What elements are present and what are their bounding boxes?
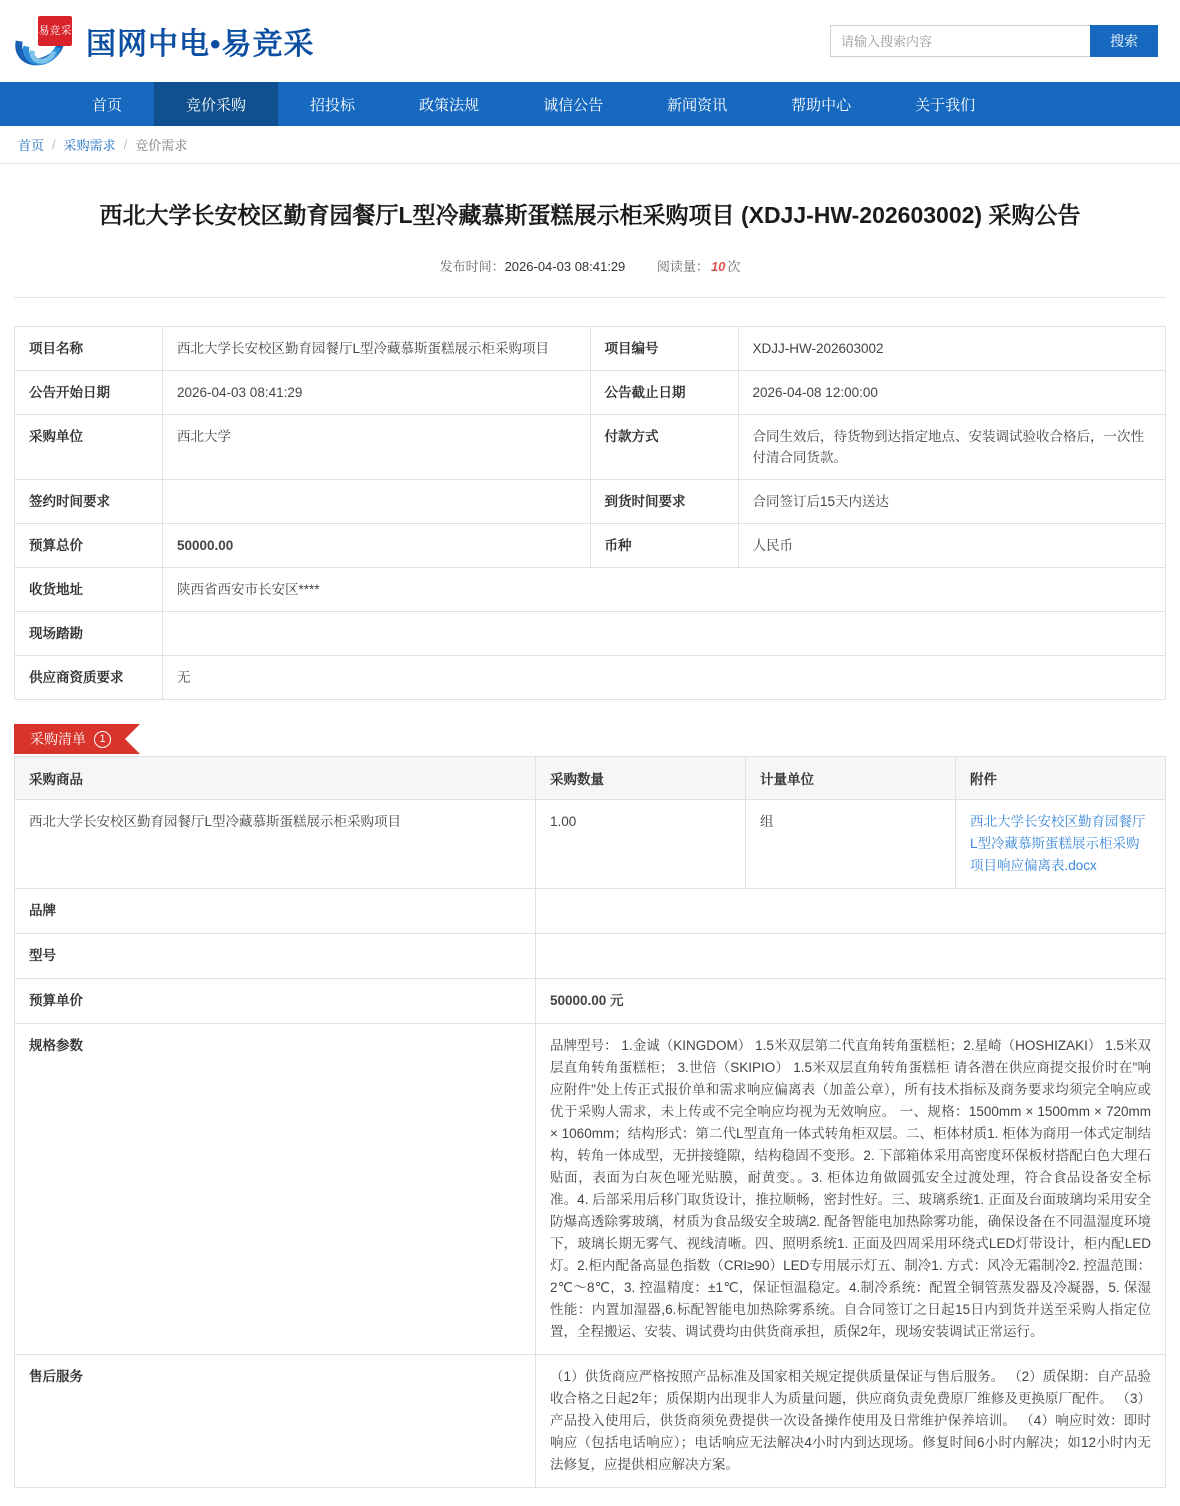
nav-item-home[interactable]: 首页	[92, 96, 123, 114]
site-logo[interactable]	[14, 14, 315, 68]
info-value-project-no: XDJJ-HW-202603002	[738, 327, 1166, 371]
nav-item-help[interactable]: 帮助中心	[791, 96, 852, 114]
goods-attachment-cell	[956, 800, 1166, 889]
breadcrumb-item-home[interactable]: 首页	[18, 138, 45, 153]
views-count: 10	[710, 259, 726, 274]
nav-item-credit-notice[interactable]: 诚信公告	[543, 96, 604, 114]
nav-item-policy[interactable]: 政策法规	[419, 96, 480, 114]
goods-name: 西北大学长安校区勤育园餐厅L型冷藏慕斯蛋糕展示柜采购项目	[15, 800, 536, 889]
purchase-list-ribbon	[14, 724, 125, 754]
detail-label-model: 型号	[15, 934, 536, 979]
info-label-payment: 付款方式	[590, 415, 738, 480]
views-group	[657, 259, 741, 274]
info-value-project-name: 西北大学长安校区勤育园餐厅L型冷藏慕斯蛋糕展示柜采购项目	[163, 327, 591, 371]
breadcrumb-item-purchase-demand[interactable]: 采购需求	[63, 138, 116, 153]
table-row	[15, 524, 1166, 568]
info-label-end-date: 公告截止日期	[590, 371, 738, 415]
table-row	[15, 1024, 1166, 1355]
table-row	[15, 371, 1166, 415]
col-header-attachment: 附件	[956, 757, 1166, 800]
table-row	[15, 415, 1166, 480]
col-header-goods: 采购商品	[15, 757, 536, 800]
detail-label-spec: 规格参数	[15, 1024, 536, 1355]
views-unit: 次	[727, 259, 741, 274]
search-input[interactable]	[830, 25, 1090, 57]
table-row	[15, 1355, 1166, 1488]
article-header	[14, 164, 1166, 298]
info-label-site-survey: 现场踏勘	[15, 612, 163, 656]
breadcrumb-separator-2: /	[123, 137, 128, 152]
info-label-address: 收货地址	[15, 568, 163, 612]
col-header-quantity: 采购数量	[536, 757, 746, 800]
breadcrumb	[0, 126, 1180, 164]
purchase-list-count-badge: 1	[94, 731, 111, 748]
article-meta	[54, 256, 1126, 275]
info-value-start-date: 2026-04-03 08:41:29	[163, 371, 591, 415]
logo-icon	[14, 14, 76, 68]
detail-value-after-sales: （1）供货商应严格按照产品标准及国家相关规定提供质量保证与售后服务。 （2）质保期：自产品验收合格之日起2年；质保期内出现非人为质量问题，供应商负责免费原厂维修及更换原厂配件。 （3）产品投入使用后，供货商须免费提供一次设备操作使用及日常维护保养培训。 （4）响应时效：即时响应（包括电话响应）；电话响应无法解决4小时内到达现场。修复时间6小时内解决；如12小时内无法修复，应提供相应解决方案。	[536, 1355, 1166, 1488]
logo-text: 国网中电•易竞采	[86, 28, 315, 61]
publish-time-label: 发布时间：	[439, 259, 505, 274]
publish-time-group	[440, 259, 629, 274]
info-label-currency: 币种	[590, 524, 738, 568]
info-label-start-date: 公告开始日期	[15, 371, 163, 415]
goods-unit: 组	[746, 800, 956, 889]
detail-label-unit-price: 预算单价	[15, 979, 536, 1024]
publish-time-value: 2026-04-03 08:41:29	[504, 259, 626, 274]
views-label: 阅读量：	[656, 259, 709, 274]
table-row	[15, 889, 1166, 934]
search-button[interactable]: 搜索	[1090, 25, 1158, 57]
table-row	[15, 656, 1166, 700]
info-value-budget-total: 50000.00	[163, 524, 591, 568]
table-row	[15, 480, 1166, 524]
purchase-list-table	[14, 756, 1166, 1488]
detail-value-spec: 品牌型号： 1.金诚（KINGDOM） 1.5米双层第二代直角转角蛋糕柜；2.星崎（HOSHIZAKI） 1.5米双层直角转角蛋糕柜； 3.世倍（SKIPIO） 1.5米双层直角转角蛋糕柜 请各潜在供应商提交报价时在"响应附件"处上传正式报价单和需求响应偏离表（加盖公章），所有技术指标及商务要求均须完全响应或优于采购人需求，未上传或不完全响应均视为无效响应。 一、规格：1500mm × 1500mm × 720mm × 1060mm；结构形式：第二代L型直角一体式转角柜双层。二、柜体材质1. 柜体为商用一体式定制结构，转角一体成型，无拼接缝隙，结构稳固不变形。2. 下部箱体采用高密度环保板材搭配白色大理石贴面，表面为白灰色哑光贴膜，耐黄变。。3. 柜体边角做圆弧安全过渡处理，符合食品设备安全标准。4. 后部采用后移门取货设计，推拉顺畅，密封性好。三、玻璃系统1. 正面及台面玻璃均采用安全防爆高透除雾玻璃，材质为食品级安全玻璃2. 配备智能电加热除雾功能，确保设备在不同温湿度环境下，玻璃长期无雾气、视线清晰。四、照明系统1. 正面及四周采用环绕式LED灯带设计，柜内配LED灯。2.柜内配备高显色指数（CRI≥90）LED专用展示灯五、制冷1. 方式：风冷无霜制冷2. 控温范围：2℃～8℃，3. 控温精度：±1℃，保证恒温稳定。4.制冷系统：配置全铜管蒸发器及冷凝器，5. 保湿性能：内置加湿器,6.标配智能电加热除雾系统。自合同签订之日起15日内到货并送至采购人指定位置，全程搬运、安装、调试费均由供货商承担，质保2年，现场安装调试正常运行。	[536, 1024, 1166, 1355]
detail-value-brand	[536, 889, 1166, 934]
table-row	[15, 612, 1166, 656]
info-label-project-no: 项目编号	[590, 327, 738, 371]
detail-label-brand: 品牌	[15, 889, 536, 934]
detail-label-after-sales: 售后服务	[15, 1355, 536, 1488]
table-row	[15, 327, 1166, 371]
table-header-row	[15, 757, 1166, 800]
purchase-list-title: 采购清单	[30, 731, 86, 747]
purchase-list-header	[14, 724, 1166, 756]
info-value-site-survey	[163, 612, 1166, 656]
breadcrumb-separator-1: /	[52, 137, 56, 152]
search-area	[830, 25, 1158, 57]
info-label-sign-time: 签约时间要求	[15, 480, 163, 524]
attachment-link[interactable]: 西北大学长安校区勤育园餐厅L型冷藏慕斯蛋糕展示柜采购项目响应偏离表.docx	[970, 814, 1146, 873]
detail-value-model	[536, 934, 1166, 979]
table-row	[15, 800, 1166, 889]
page-title: 西北大学长安校区勤育园餐厅L型冷藏慕斯蛋糕展示柜采购项目 (XDJJ-HW-202603002) 采购公告	[99, 202, 1081, 228]
info-label-delivery-time: 到货时间要求	[590, 480, 738, 524]
project-info-table	[14, 326, 1166, 700]
goods-quantity: 1.00	[536, 800, 746, 889]
breadcrumb-item-current: 竞价需求	[135, 138, 188, 153]
info-value-supplier-qualification: 无	[163, 656, 1166, 700]
info-value-buyer: 西北大学	[163, 415, 591, 480]
site-header	[0, 0, 1180, 82]
main-nav	[0, 82, 1180, 126]
info-label-buyer: 采购单位	[15, 415, 163, 480]
detail-value-unit-price: 50000.00 元	[536, 979, 1166, 1024]
info-label-budget-total: 预算总价	[15, 524, 163, 568]
info-value-currency: 人民币	[738, 524, 1166, 568]
info-label-supplier-qualification: 供应商资质要求	[15, 656, 163, 700]
nav-item-tender[interactable]: 招投标	[310, 96, 356, 114]
logo-badge-text: 易竞采	[38, 16, 72, 46]
nav-item-news[interactable]: 新闻资讯	[667, 96, 728, 114]
table-row	[15, 979, 1166, 1024]
info-value-address: 陕西省西安市长安区****	[163, 568, 1166, 612]
table-row	[15, 568, 1166, 612]
info-value-end-date: 2026-04-08 12:00:00	[738, 371, 1166, 415]
nav-item-about[interactable]: 关于我们	[915, 96, 976, 114]
table-row	[15, 934, 1166, 979]
info-label-project-name: 项目名称	[15, 327, 163, 371]
nav-item-bidding-purchase[interactable]: 竞价采购	[154, 82, 278, 126]
main-content	[0, 164, 1180, 1506]
col-header-unit: 计量单位	[746, 757, 956, 800]
info-value-payment: 合同生效后，待货物到达指定地点、安装调试验收合格后，一次性付清合同货款。	[738, 415, 1166, 480]
info-value-sign-time	[163, 480, 591, 524]
info-value-delivery-time: 合同签订后15天内送达	[738, 480, 1166, 524]
